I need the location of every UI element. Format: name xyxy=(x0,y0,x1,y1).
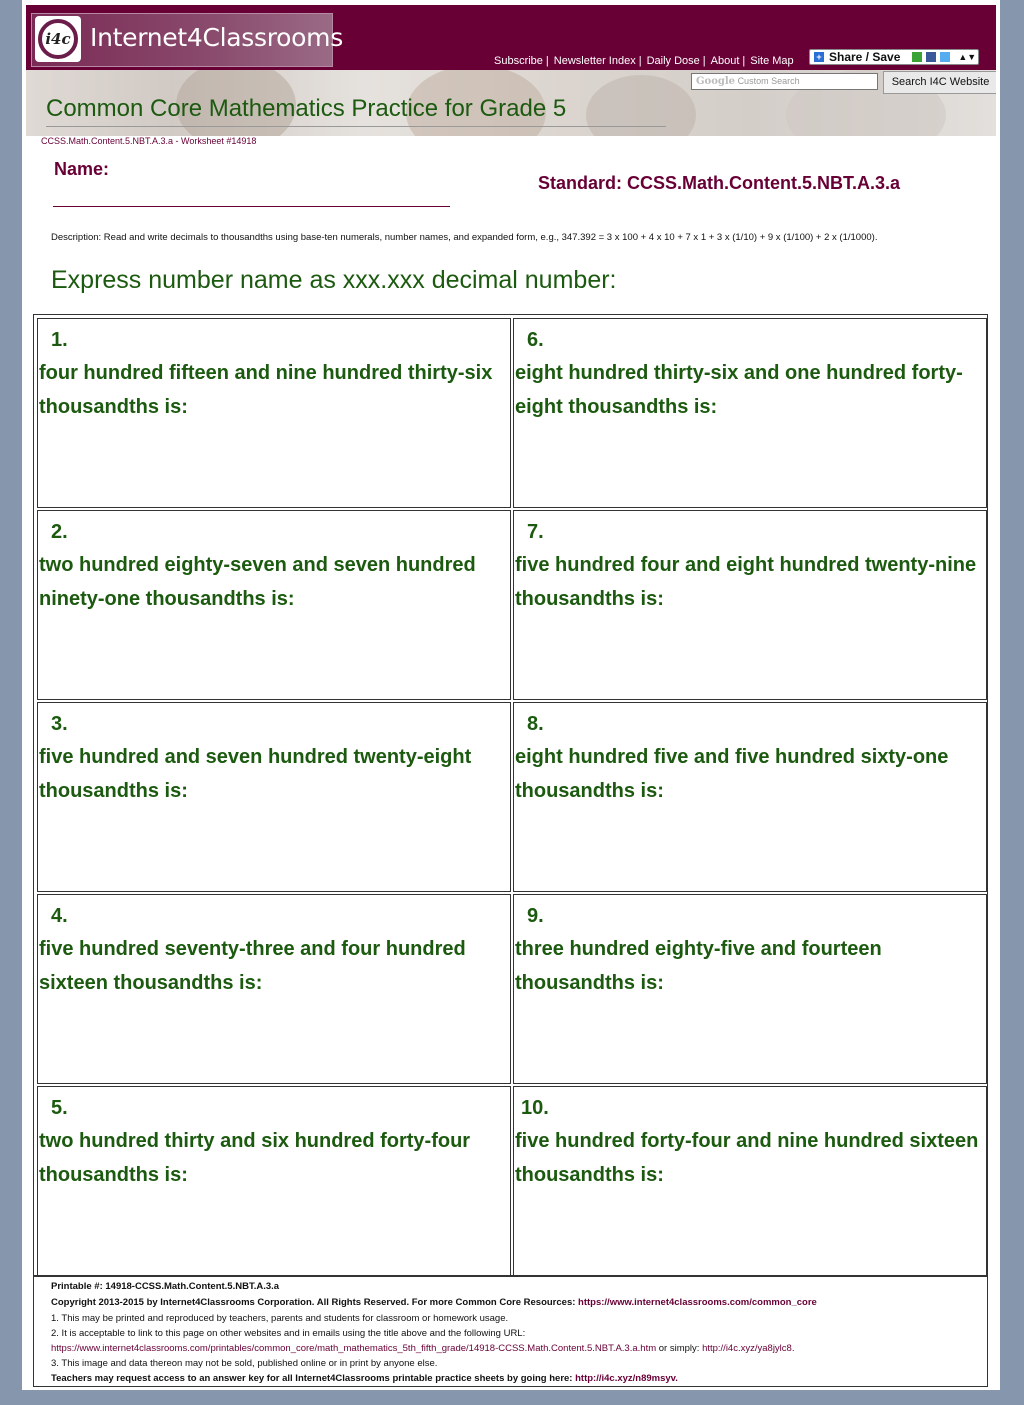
printable-number: Printable #: 14918-CCSS.Math.Content.5.NBT.A.3.a xyxy=(51,1281,280,1292)
answer-key-link[interactable]: http://i4c.xyz/n89msyv. xyxy=(575,1373,678,1384)
page-title: Common Core Mathematics Practice for Grade 5 xyxy=(46,95,567,122)
instruction: Express number name as xxx.xxx decimal number: xyxy=(51,266,617,294)
share-label: Share / Save xyxy=(829,50,901,64)
nav-link-site-map[interactable]: Site Map xyxy=(750,55,794,67)
problem-cell xyxy=(513,318,987,508)
problem-number: 6. xyxy=(527,329,544,351)
problem-cell xyxy=(513,1086,987,1276)
top-nav: Subscribe | Newsletter Index | Daily Dose | About | Site Map xyxy=(494,55,794,67)
problem-cell xyxy=(37,1086,511,1276)
problem-text: five hundred four and eight hundred twenty-nine thousandths is: xyxy=(515,554,977,610)
title-underline xyxy=(46,126,666,127)
facebook-icon xyxy=(926,52,936,62)
problem-cell xyxy=(513,510,987,700)
problem-cell xyxy=(513,702,987,892)
problem-number: 3. xyxy=(51,713,68,735)
note-1: 1. This may be printed and reproduced by teachers, parents and students for classroom or homework usage. xyxy=(51,1313,509,1324)
problem-number: 10. xyxy=(521,1097,549,1119)
problem-cell xyxy=(37,894,511,1084)
share-save-button[interactable] xyxy=(809,49,979,65)
search-input[interactable] xyxy=(691,73,878,90)
problem-cell xyxy=(37,702,511,892)
site-name: Internet4Classrooms xyxy=(90,23,343,52)
problem-number: 7. xyxy=(527,521,544,543)
problem-cell xyxy=(513,894,987,1084)
problem-text: two hundred eighty-seven and seven hundred ninety-one thousandths is: xyxy=(39,554,476,610)
note-3: 3. This image and data thereon may not be sold, published online or in print by anyone else. xyxy=(51,1358,438,1369)
problem-text: five hundred forty-four and nine hundred sixteen thousandths is: xyxy=(515,1130,979,1186)
worksheet-page xyxy=(22,0,1000,1390)
problem-cell xyxy=(37,510,511,700)
google-brand: Google xyxy=(696,76,736,87)
problem-number: 2. xyxy=(51,521,68,543)
site-header xyxy=(26,5,996,70)
site-logo[interactable] xyxy=(31,13,343,67)
nav-link-newsletter-index[interactable]: Newsletter Index xyxy=(553,55,636,67)
plus-icon: + xyxy=(814,52,824,62)
problem-text: two hundred thirty and six hundred forty-four thousandths is: xyxy=(39,1130,471,1186)
header-banner xyxy=(26,70,996,136)
note-2: 2. It is acceptable to link to this page on other websites and in emails using the title above and the following URL: xyxy=(51,1328,526,1339)
problem-number: 1. xyxy=(51,329,68,351)
problem-number: 4. xyxy=(51,905,68,927)
chevron-updown-icon: ▲▼ xyxy=(958,52,977,62)
answer-key-text: Teachers may request access to an answer key for all Internet4Classrooms printable practice sheets by going here: xyxy=(51,1373,573,1384)
search-placeholder: Custom Search xyxy=(737,76,800,86)
problem-text: four hundred fifteen and nine hundred thirty-six thousandths is: xyxy=(39,362,493,418)
worksheet-url-link[interactable]: https://www.internet4classrooms.com/printables/common_core/math_mathematics_5th_fifth_grade/14918-CCSS.Math.Content.5.NBT.A.3.a.htm xyxy=(51,1343,657,1354)
worksheet-footer xyxy=(33,1276,988,1387)
problem-text: five hundred and seven hundred twenty-eight thousandths is: xyxy=(39,746,472,802)
problem-cell xyxy=(37,318,511,508)
copyright-line xyxy=(51,1297,817,1308)
problem-number: 8. xyxy=(527,713,544,735)
problem-grid xyxy=(33,314,988,1276)
nav-link-daily-dose[interactable]: Daily Dose xyxy=(646,55,700,67)
problem-number: 9. xyxy=(527,905,544,927)
name-blank-line xyxy=(53,206,450,207)
name-label: Name: xyxy=(54,159,110,179)
description: Description: Read and write decimals to thousandths using base-ten numerals, number names, and expanded form, e.g., 347.392 = 3 x 100 + 4 x 10 + 7 x 1 + 3 x (1/10) + 9 x (1/100) + 2 x (1/1000). xyxy=(51,232,878,243)
logo-badge xyxy=(35,16,81,62)
answer-key-line xyxy=(51,1373,678,1384)
problem-text: eight hundred five and five hundred sixty-one thousandths is: xyxy=(515,746,949,802)
problem-text: eight hundred thirty-six and one hundred forty-eight thousandths is: xyxy=(515,362,963,418)
url-or-text: or simply: xyxy=(658,1343,700,1354)
search-button[interactable]: Search I4C Website xyxy=(883,71,996,94)
problem-text: three hundred eighty-five and fourteen thousandths is: xyxy=(515,938,882,994)
email-share-icon xyxy=(912,52,922,62)
problem-number: 5. xyxy=(51,1097,68,1119)
url-line xyxy=(51,1343,794,1354)
problem-text: five hundred seventy-three and four hundred sixteen thousandths is: xyxy=(39,938,466,994)
short-url-link[interactable]: http://i4c.xyz/ya8jylc8. xyxy=(702,1343,795,1354)
nav-link-about[interactable]: About xyxy=(710,55,740,67)
standard-label: Standard: CCSS.Math.Content.5.NBT.A.3.a xyxy=(538,173,901,193)
worksheet-id: CCSS.Math.Content.5.NBT.A.3.a - Worksheet #14918 xyxy=(41,136,257,146)
i4c-logo-icon: i4c xyxy=(38,19,78,59)
copyright-text: Copyright 2013-2015 by Internet4Classrooms Corporation. All Rights Reserved. For more Common Core Resources: xyxy=(51,1297,576,1308)
twitter-icon xyxy=(940,52,950,62)
nav-link-subscribe[interactable]: Subscribe xyxy=(494,55,543,67)
common-core-link[interactable]: https://www.internet4classrooms.com/common_core xyxy=(578,1297,817,1308)
